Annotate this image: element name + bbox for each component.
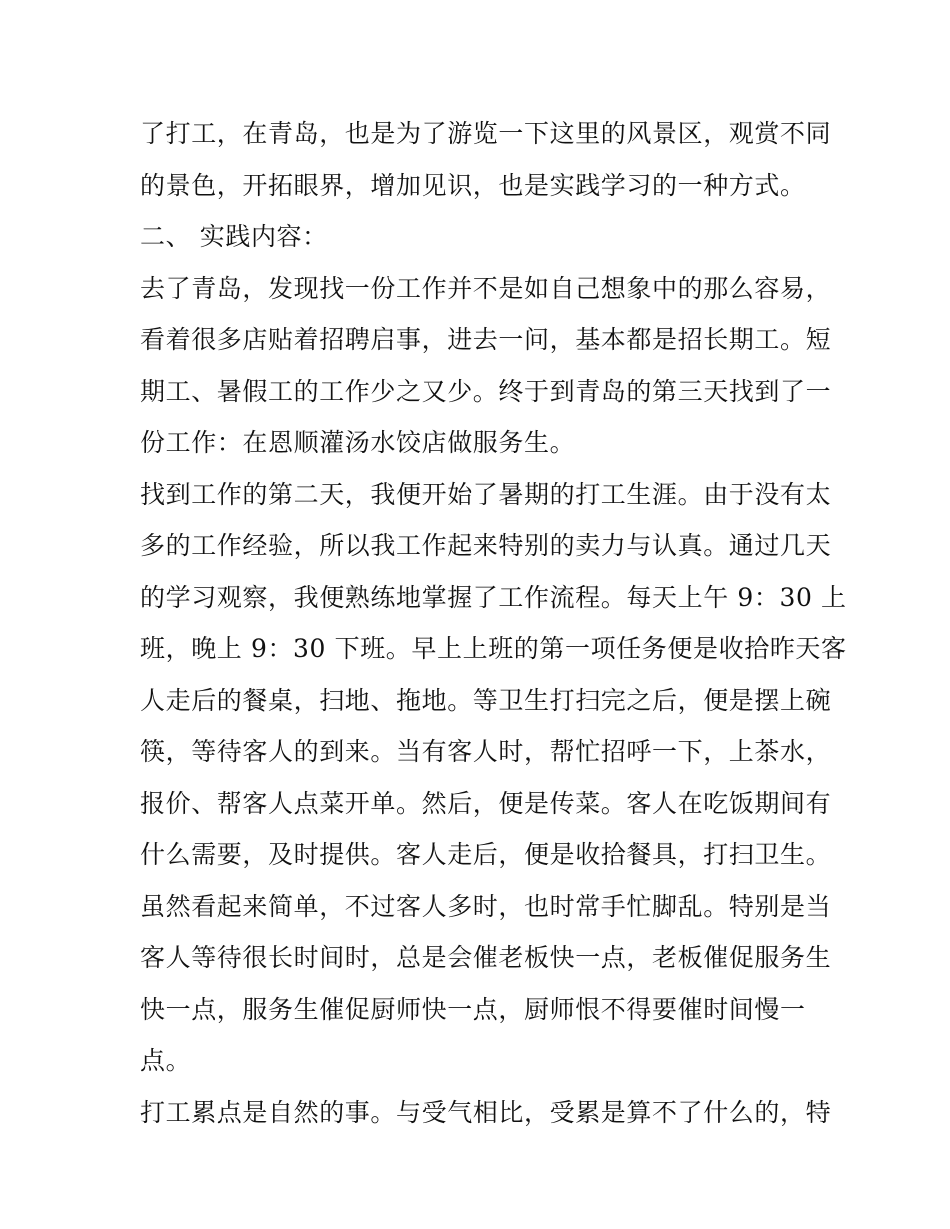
text-line: 点。 [140,1046,192,1075]
text-line: 了打工，在青岛，也是为了游览一下这里的风景区，观赏不同 [140,119,832,148]
text-line: 打工累点是自然的事。与受气相比，受累是算不了什么的，特 [140,1097,832,1127]
text-line: 报价、帮客人点菜开单。然后，便是传菜。客人在吃饭期间有 [140,788,832,818]
text-line: 筷，等待客人的到来。当有客人时，帮忙招呼一下，上茶水， [140,737,832,766]
text-line: 去了青岛，发现找一份工作并不是如自己想象中的那么容易， [140,273,832,303]
text-line: 什么需要，及时提供。客人走后，便是收拾餐具，打扫卫生。 [140,840,832,869]
text-line: 份工作：在恩顺灌汤水饺店做服务生。 [140,428,576,457]
text-line: 期工、暑假工的工作少之又少。终于到青岛的第三天找到了一 [140,376,832,406]
text-line: 虽然看起来简单，不过客人多时，也时常手忙脚乱。特别是当 [140,891,832,921]
body-text [140,108,847,1138]
text-line: 班，晚上 9：30 下班。早上上班的第一项任务便是收拾昨天客 [140,634,847,663]
section-heading: 二、 实践内容： [140,222,328,251]
text-line: 人走后的餐桌，扫地、拖地。等卫生打扫完之后，便是摆上碗 [140,685,832,715]
text-line: 看着很多店贴着招聘启事，进去一问，基本都是招长期工。短 [140,325,832,354]
text-line: 的景色，开拓眼界，增加见识，也是实践学习的一种方式。 [140,170,806,200]
text-line: 多的工作经验，所以我工作起来特别的卖力与认真。通过几天 [140,531,832,560]
text-line: 快一点，服务生催促厨师快一点，厨师恨不得要催时间慢一 [140,994,806,1024]
text-line: 的学习观察，我便熟练地掌握了工作流程。每天上午 9：30 上 [140,582,847,612]
text-line: 客人等待很长时间时，总是会催老板快一点，老板催促服务生 [140,943,832,972]
text-line: 找到工作的第二天，我便开始了暑期的打工生涯。由于没有太 [140,479,832,509]
